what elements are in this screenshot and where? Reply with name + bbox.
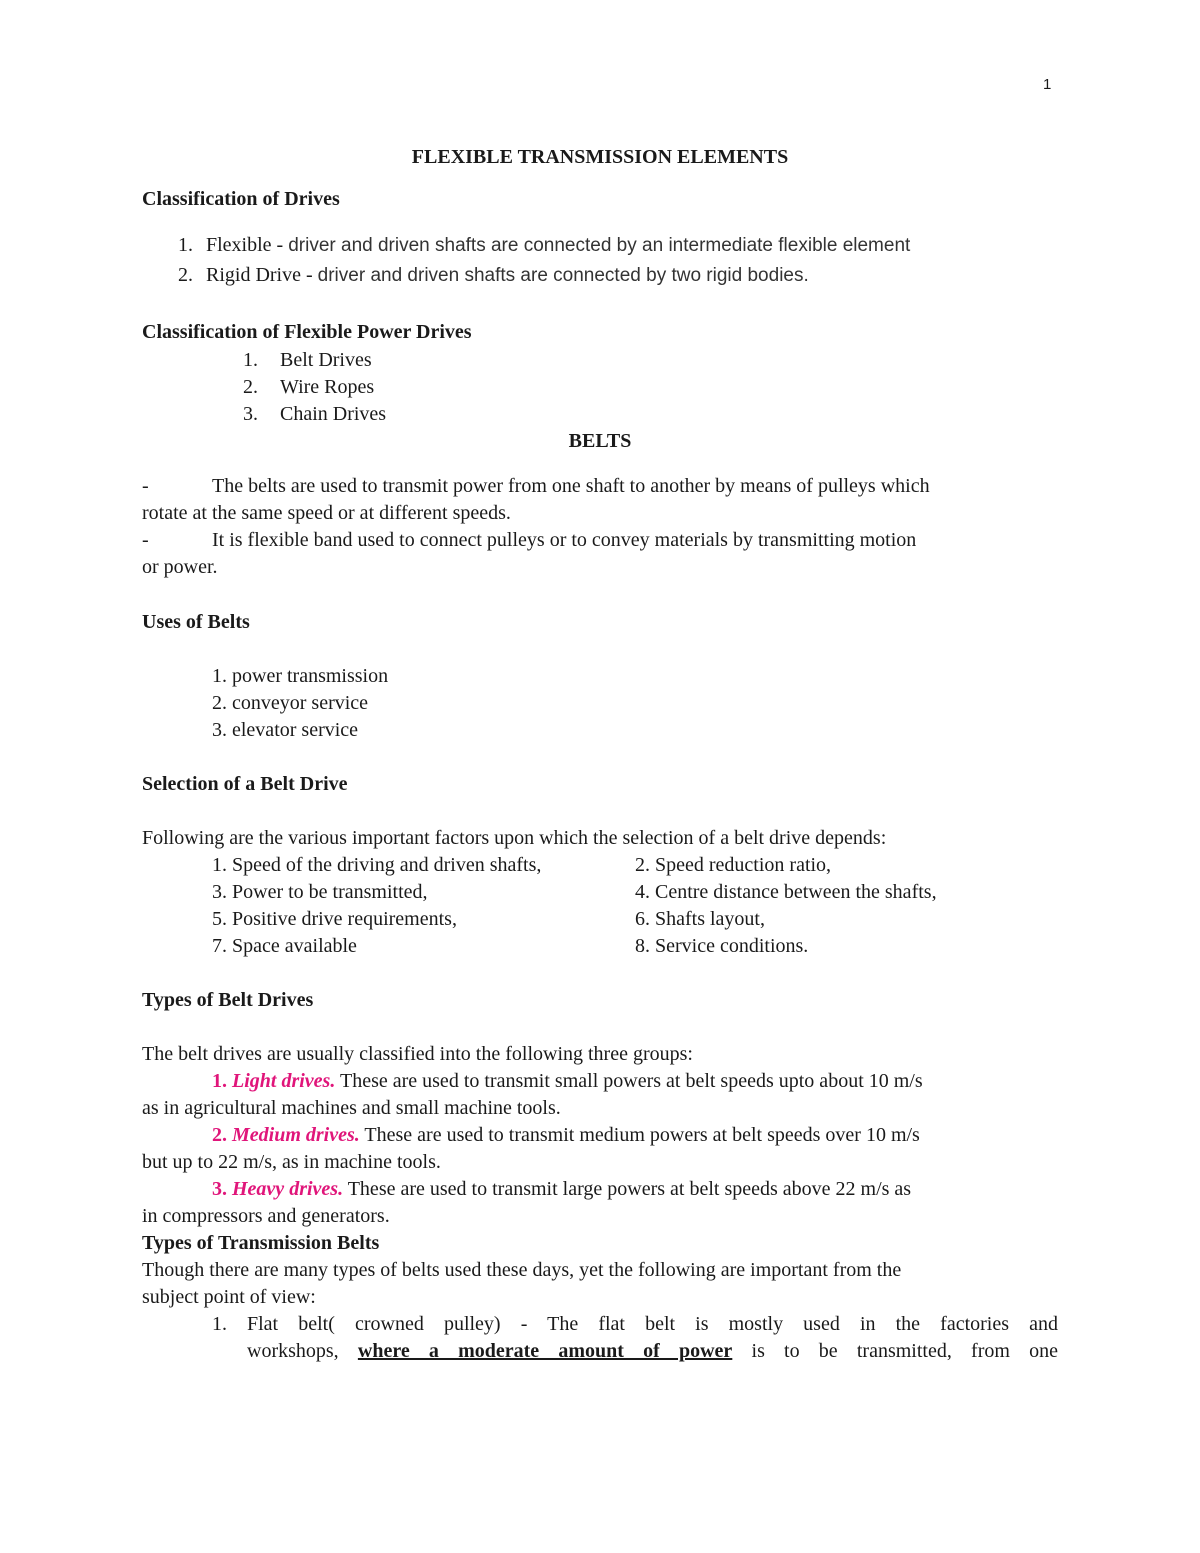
factor-item: 1. Speed of the driving and driven shafts,: [212, 854, 542, 876]
belts-paragraph-2-cont: or power.: [142, 556, 218, 578]
list-item: [243, 376, 374, 399]
list-number: 1.: [178, 234, 193, 256]
flat-belt-item-cont: [247, 1340, 1058, 1363]
flat-belt-item: Flat belt( crowned pulley) - The flat belt is mostly used in the factories and: [247, 1313, 1058, 1335]
list-item: 2. conveyor service: [212, 692, 369, 714]
emphasis-underline: where a moderate amount of power: [357, 1340, 733, 1362]
factor-item: 6. Shafts layout,: [635, 908, 765, 930]
list-item: [243, 349, 372, 372]
list-item: [243, 403, 386, 426]
factor-item: 5. Positive drive requirements,: [212, 908, 457, 930]
list-item: [178, 264, 809, 287]
heading-classification-drives: Classification of Drives: [142, 188, 340, 210]
term-description: These are used to transmit medium powers at belt speeds over 10 m/s: [364, 1124, 920, 1146]
factor-item: 4. Centre distance between the shafts,: [635, 881, 937, 903]
term-heavy-drives: Heavy drives.: [232, 1178, 344, 1200]
term-description: These are used to transmit large powers at belt speeds above 22 m/s as: [347, 1178, 912, 1200]
factor-item: 8. Service conditions.: [635, 935, 809, 957]
page-title: FLEXIBLE TRANSMISSION ELEMENTS: [411, 146, 789, 168]
heading-types-of-transmission-belts: Types of Transmission Belts: [142, 1232, 380, 1254]
term-flexible: Flexible -: [206, 234, 284, 256]
drive-heavy-cont: in compressors and generators.: [142, 1205, 390, 1227]
term-rigid-drive: Rigid Drive -: [206, 264, 313, 286]
belts-paragraph-1-cont: rotate at the same speed or at different speeds.: [142, 502, 511, 524]
selection-intro: Following are the various important factors upon which the selection of a belt drive depends:: [142, 827, 887, 849]
list-item: 3. elevator service: [212, 719, 359, 741]
text-segment: is to be transmitted, from one: [751, 1340, 1058, 1362]
heading-classification-flexible: Classification of Flexible Power Drives: [142, 321, 472, 343]
term-medium-drives: Medium drives.: [232, 1124, 360, 1146]
types-belts-intro: Though there are many types of belts used these days, yet the following are important from the: [142, 1259, 902, 1281]
factor-item: 7. Space available: [212, 935, 357, 957]
term-light-drives: Light drives.: [232, 1070, 336, 1092]
list-number: 2.: [212, 1124, 227, 1146]
factor-item: 2. Speed reduction ratio,: [635, 854, 832, 876]
list-number: 2.: [178, 264, 193, 286]
drive-medium: [212, 1124, 920, 1147]
bullet-dash: -: [142, 475, 149, 497]
list-number: 2.: [243, 376, 258, 398]
heading-belts: BELTS: [568, 430, 632, 452]
heading-types-of-belt-drives: Types of Belt Drives: [142, 989, 314, 1011]
term-description: driver and driven shafts are connected by an intermediate flexible element: [288, 235, 911, 256]
list-number: 3.: [212, 1178, 227, 1200]
list-label: Wire Ropes: [280, 376, 375, 398]
list-number: 1.: [212, 1070, 227, 1092]
list-item: [178, 234, 910, 257]
drive-heavy: [212, 1178, 911, 1201]
drive-medium-cont: but up to 22 m/s, as in machine tools.: [142, 1151, 441, 1173]
factor-item: 3. Power to be transmitted,: [212, 881, 428, 903]
term-description: driver and driven shafts are connected by two rigid bodies.: [317, 265, 809, 286]
list-item: 1. power transmission: [212, 665, 389, 687]
drive-light: [212, 1070, 923, 1093]
heading-uses-of-belts: Uses of Belts: [142, 611, 250, 633]
types-belts-intro-cont: subject point of view:: [142, 1286, 316, 1308]
types-drives-intro: The belt drives are usually classified into the following three groups:: [142, 1043, 693, 1065]
heading-selection: Selection of a Belt Drive: [142, 773, 348, 795]
list-number: 3.: [243, 403, 258, 425]
belts-paragraph-1: The belts are used to transmit power from one shaft to another by means of pulleys which: [212, 475, 930, 497]
text-segment: workshops,: [247, 1340, 339, 1362]
bullet-dash: -: [142, 529, 149, 551]
list-number: 1.: [212, 1313, 227, 1335]
belts-paragraph-2: It is flexible band used to connect pulleys or to convey materials by transmitting motion: [212, 529, 917, 551]
list-label: Belt Drives: [280, 349, 372, 371]
list-number: 1.: [243, 349, 258, 371]
term-description: These are used to transmit small powers at belt speeds upto about 10 m/s: [339, 1070, 923, 1092]
list-label: Chain Drives: [280, 403, 387, 425]
drive-light-cont: as in agricultural machines and small machine tools.: [142, 1097, 561, 1119]
page-number: 1: [1043, 76, 1052, 93]
